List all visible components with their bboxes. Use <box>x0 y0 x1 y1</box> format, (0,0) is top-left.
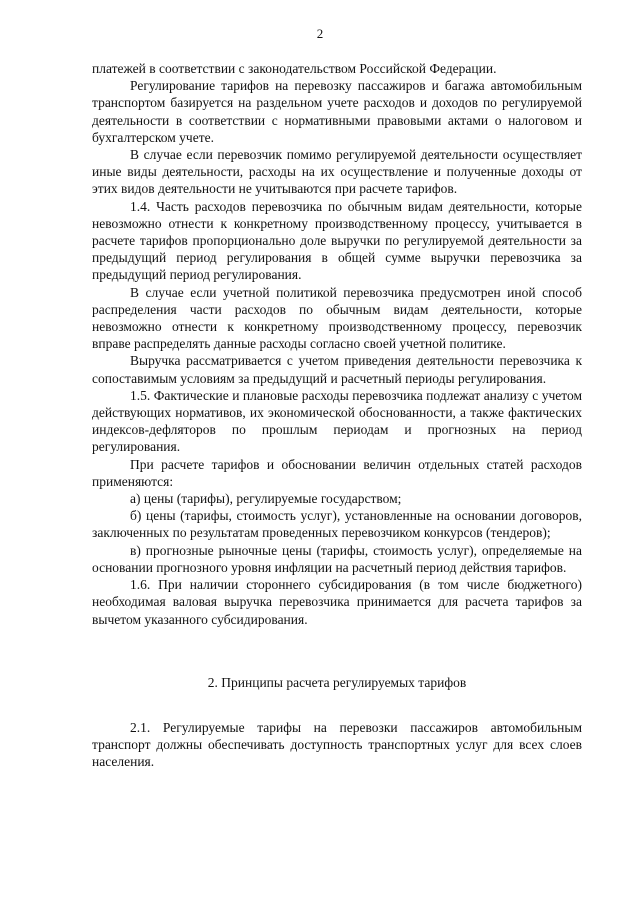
paragraph: 1.5. Фактические и плановые расходы перевозчика подлежат анализу с учетом действующих нормативов, их экономической обоснованности, а также фактических индексов-дефляторов по прошлым периодам и прогнозных на период регулирования. <box>92 387 582 455</box>
paragraph: 1.4. Часть расходов перевозчика по обычным видам деятельности, которые невозможно отнести к конкретному производственному процессу, учитывается в расчете тарифов пропорционально доле выручки по регулируемой деятельности за предыдущий период регулирования в общей сумме выручки перевозчика за предыдущий период регулирования. <box>92 198 582 283</box>
page-number: 2 <box>316 26 324 41</box>
list-item: а) цены (тарифы), регулируемые государством; <box>130 491 402 507</box>
paragraph: В случае если перевозчик помимо регулируемой деятельности осуществляет иные виды деятельности, расходы на их осуществление и полученные доходы от этих видов деятельности не учитываются при расчете тарифов. <box>92 147 582 197</box>
paragraph: Выручка рассматривается с учетом приведения деятельности перевозчика к сопоставимым условиям за предыдущий и расчетный периоды регулирования. <box>92 353 582 386</box>
paragraph: Регулирование тарифов на перевозку пассажиров и багажа автомобильным транспортом базируется на раздельном учете расходов и доходов по регулируемой деятельности в соответствии с нормативными правовыми актами о налоговом и бухгалтерском учете. <box>92 78 582 145</box>
list-item: в) прогнозные рыночные цены (тарифы, стоимость услуг), определяемые на основании прогнозного уровня инфляции на расчетный период действия тарифов. <box>92 542 582 575</box>
paragraph: 2.1. Регулируемые тарифы на перевозки пассажиров автомобильным транспорт должны обеспечивать доступность транспортных услуг для всех слоев населения. <box>92 719 582 770</box>
paragraph: При расчете тарифов и обосновании величин отдельных статей расходов применяются: <box>92 456 582 489</box>
list-item: б) цены (тарифы, стоимость услуг), установленные на основании договоров, заключенных по результатам проведенных перевозчиком конкурсов (тендеров); <box>92 508 582 541</box>
document-body <box>92 60 582 771</box>
paragraph: платежей в соответствии с законодательством Российской Федерации. <box>92 61 497 76</box>
paragraph: В случае если учетной политикой перевозчика предусмотрен иной способ распределения части расходов по обычным видам деятельности, которые невозможно отнести к конкретному производственному процессу, перевозчик вправе распределять данные расходы согласно своей учетной политике. <box>92 284 582 352</box>
section-heading: 2. Принципы расчета регулируемых тарифов <box>207 674 467 690</box>
paragraph: 1.6. При наличии стороннего субсидирования (в том числе бюджетного) необходимая валовая выручка перевозчика принимается для расчета тарифов за вычетом указанного субсидирования. <box>92 577 582 627</box>
